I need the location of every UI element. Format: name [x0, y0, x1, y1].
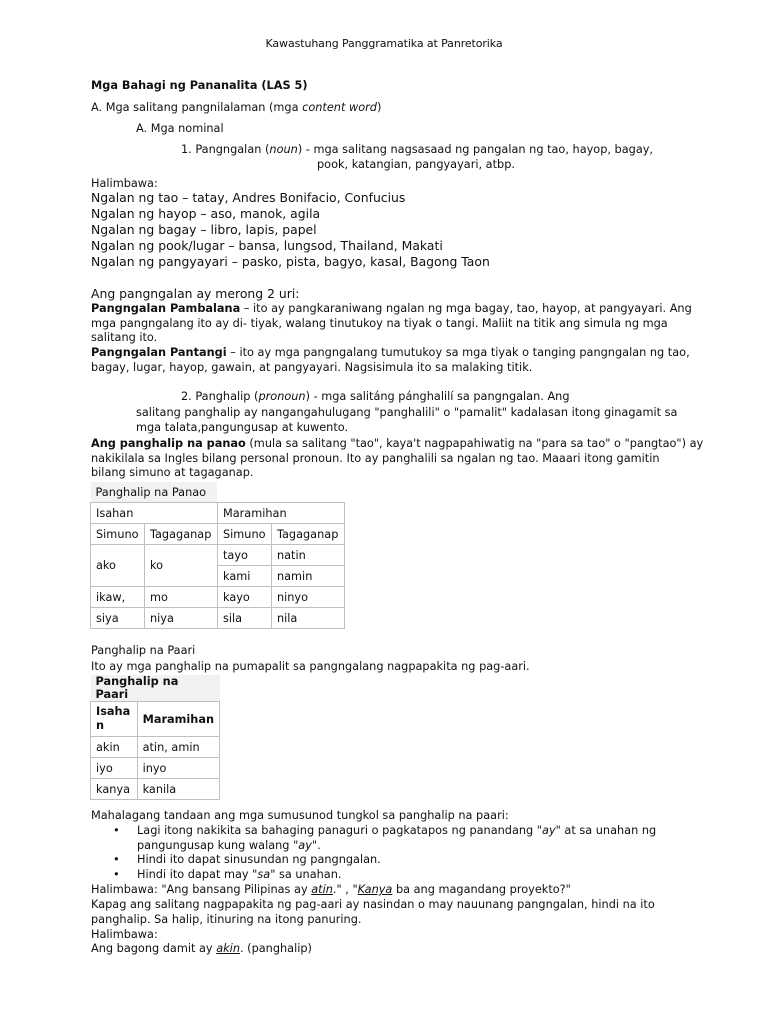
paari-desc: Ito ay mga panghalip na pumapalit sa pangngalang nagpapakita ng pag-aari. [91, 660, 530, 673]
pambalana-line2: mga pangngalang ito ay di- tiyak, walang tinutukoy na tiyak o tangi. Maliit na titik ang simula ng mga [91, 317, 668, 330]
bullet-icon: • [113, 824, 120, 837]
section-a: A. Mga salitang pangnilalaman (mga content word) [91, 101, 382, 114]
column-header: Simuno [91, 524, 145, 545]
table-cell: inyo [137, 758, 219, 779]
item-2-line2: salitang panghalip ay nangangahulugang "panghalili" o "pamalit" kadalasan itong ginagamit sa [136, 406, 678, 419]
table-cell: kanya [91, 779, 138, 800]
table-cell: sila [217, 608, 271, 629]
document-title: Kawastuhang Panggramatika at Panretorika [265, 37, 503, 50]
isahan-header: Isahan [91, 503, 218, 524]
column-header: Simuno [217, 524, 271, 545]
example-line: Ngalan ng bagay – libro, lapis, papel [91, 222, 317, 237]
panao-line3: bilang simuno at tagaganap. [91, 466, 254, 479]
paari-table [90, 675, 220, 800]
table-cell: kami [217, 566, 271, 587]
table-cell: mo [144, 587, 217, 608]
table-cell: ninyo [271, 587, 344, 608]
pambalana-line1: Pangngalan Pambalana – ito ay pangkaraniwang ngalan ng mga bagay, tao, hayop, at pangyayari. Ang [91, 302, 692, 315]
table-cell: ikaw, [91, 587, 145, 608]
bullet-icon: • [113, 867, 120, 881]
table-caption: Panghalip na Paari [91, 675, 220, 702]
table-cell: atin, amin [137, 737, 219, 758]
kapag-line1: Kapag ang salitang nagpapakita ng pag-aari ay nasindan o may nauunang pangngalan, hindi na ito [91, 898, 655, 911]
example-line: Ngalan ng hayop – aso, manok, agila [91, 206, 321, 221]
table-row [91, 758, 220, 779]
pantangi-line2: bagay, lugar, hayop, gawain, at pangyayari. Nagsisimula ito sa malaking titik. [91, 361, 533, 374]
isahan-header: Isaha n [91, 702, 138, 737]
paari-title: Panghalip na Paari [91, 644, 196, 657]
item-1-line2: pook, katangian, pangyayari, atbp. [317, 158, 515, 171]
halimbawa-label: Halimbawa: [91, 177, 158, 190]
table-cell: ako [91, 545, 145, 587]
list-item: • Hindi ito dapat may "sa" sa unahan. [113, 867, 342, 881]
table-cell: iyo [91, 758, 138, 779]
table-cell: ko [144, 545, 217, 587]
table-row [91, 779, 220, 800]
example-2: Halimbawa: "Ang bansang Pilipinas ay atin." , "Kanya ba ang magandang proyekto?" [91, 883, 571, 896]
panao-table [90, 482, 345, 629]
table-cell: nila [271, 608, 344, 629]
item-2-panghalip: 2. Panghalip (pronoun) - mga salitáng pánghalilí sa pangngalan. Ang [181, 390, 570, 403]
table-row [91, 587, 345, 608]
table-cell: tayo [217, 545, 271, 566]
table-cell: akin [91, 737, 138, 758]
kapag-line2: panghalip. Sa halip, itinuring na itong panuring. [91, 913, 362, 926]
maramihan-header: Maramihan [217, 503, 344, 524]
column-header: Tagaganap [144, 524, 217, 545]
table-row [91, 737, 220, 758]
panao-line1: Ang panghalip na panao (mula sa salitang "tao", kaya't nagpapahiwatig na "para sa tao" o "pangtao") ay [91, 437, 704, 450]
section-heading: Mga Bahagi ng Pananalita (LAS 5) [91, 79, 308, 92]
example-line: Ngalan ng pangyayari – pasko, pista, bagyo, kasal, Bagong Taon [91, 254, 490, 269]
table-cell: natin [271, 545, 344, 566]
pambalana-line3: salitang ito. [91, 331, 158, 344]
item-2-line3: mga talata,pangungusap at kuwento. [136, 421, 349, 434]
example-line: Ngalan ng pook/lugar – bansa, lungsod, Thailand, Makati [91, 238, 443, 253]
uri-intro: Ang pangngalan ay merong 2 uri: [91, 286, 300, 301]
item-1-pangngalan: 1. Pangngalan (noun) - mga salitang nagsasaad ng pangalan ng tao, hayop, bagay, [181, 143, 654, 156]
table-cell: siya [91, 608, 145, 629]
maramihan-header: Maramihan [137, 702, 219, 737]
sub-a-nominal: A. Mga nominal [136, 122, 224, 135]
table-caption: Panghalip na Panao [91, 482, 218, 503]
panao-line2: nakikilala sa Ingles bilang personal pronoun. Ito ay panghalili sa ngalan ng tao. Maaari itong gamitin [91, 452, 660, 465]
tandaan: Mahalagang tandaan ang mga sumusunod tungkol sa panghalip na paari: [91, 809, 509, 822]
pantangi-line1: Pangngalan Pantangi – ito ay mga pangngalang tumutukoy sa mga tiyak o tanging pangngalan ng tao, [91, 346, 690, 359]
table-cell: namin [271, 566, 344, 587]
paari-notes-list [113, 824, 673, 882]
halimbawa-label-2: Halimbawa: [91, 928, 158, 941]
table-row [91, 608, 345, 629]
table-row [91, 545, 345, 566]
list-item: • Lagi itong nakikita sa bahaging panaguri o pagkatapos ng panandang "ay" at sa unahan ng pangungusap kung walang "ay". [113, 824, 657, 852]
table-cell: kanila [137, 779, 219, 800]
table-cell: kayo [217, 587, 271, 608]
last-example: Ang bagong damit ay akin. (panghalip) [91, 942, 312, 955]
column-header: Tagaganap [271, 524, 344, 545]
table-cell: niya [144, 608, 217, 629]
list-item: • Hindi ito dapat sinusundan ng pangngalan. [113, 853, 381, 867]
example-line: Ngalan ng tao – tatay, Andres Bonifacio, Confucius [91, 190, 406, 205]
bullet-icon: • [113, 853, 120, 867]
